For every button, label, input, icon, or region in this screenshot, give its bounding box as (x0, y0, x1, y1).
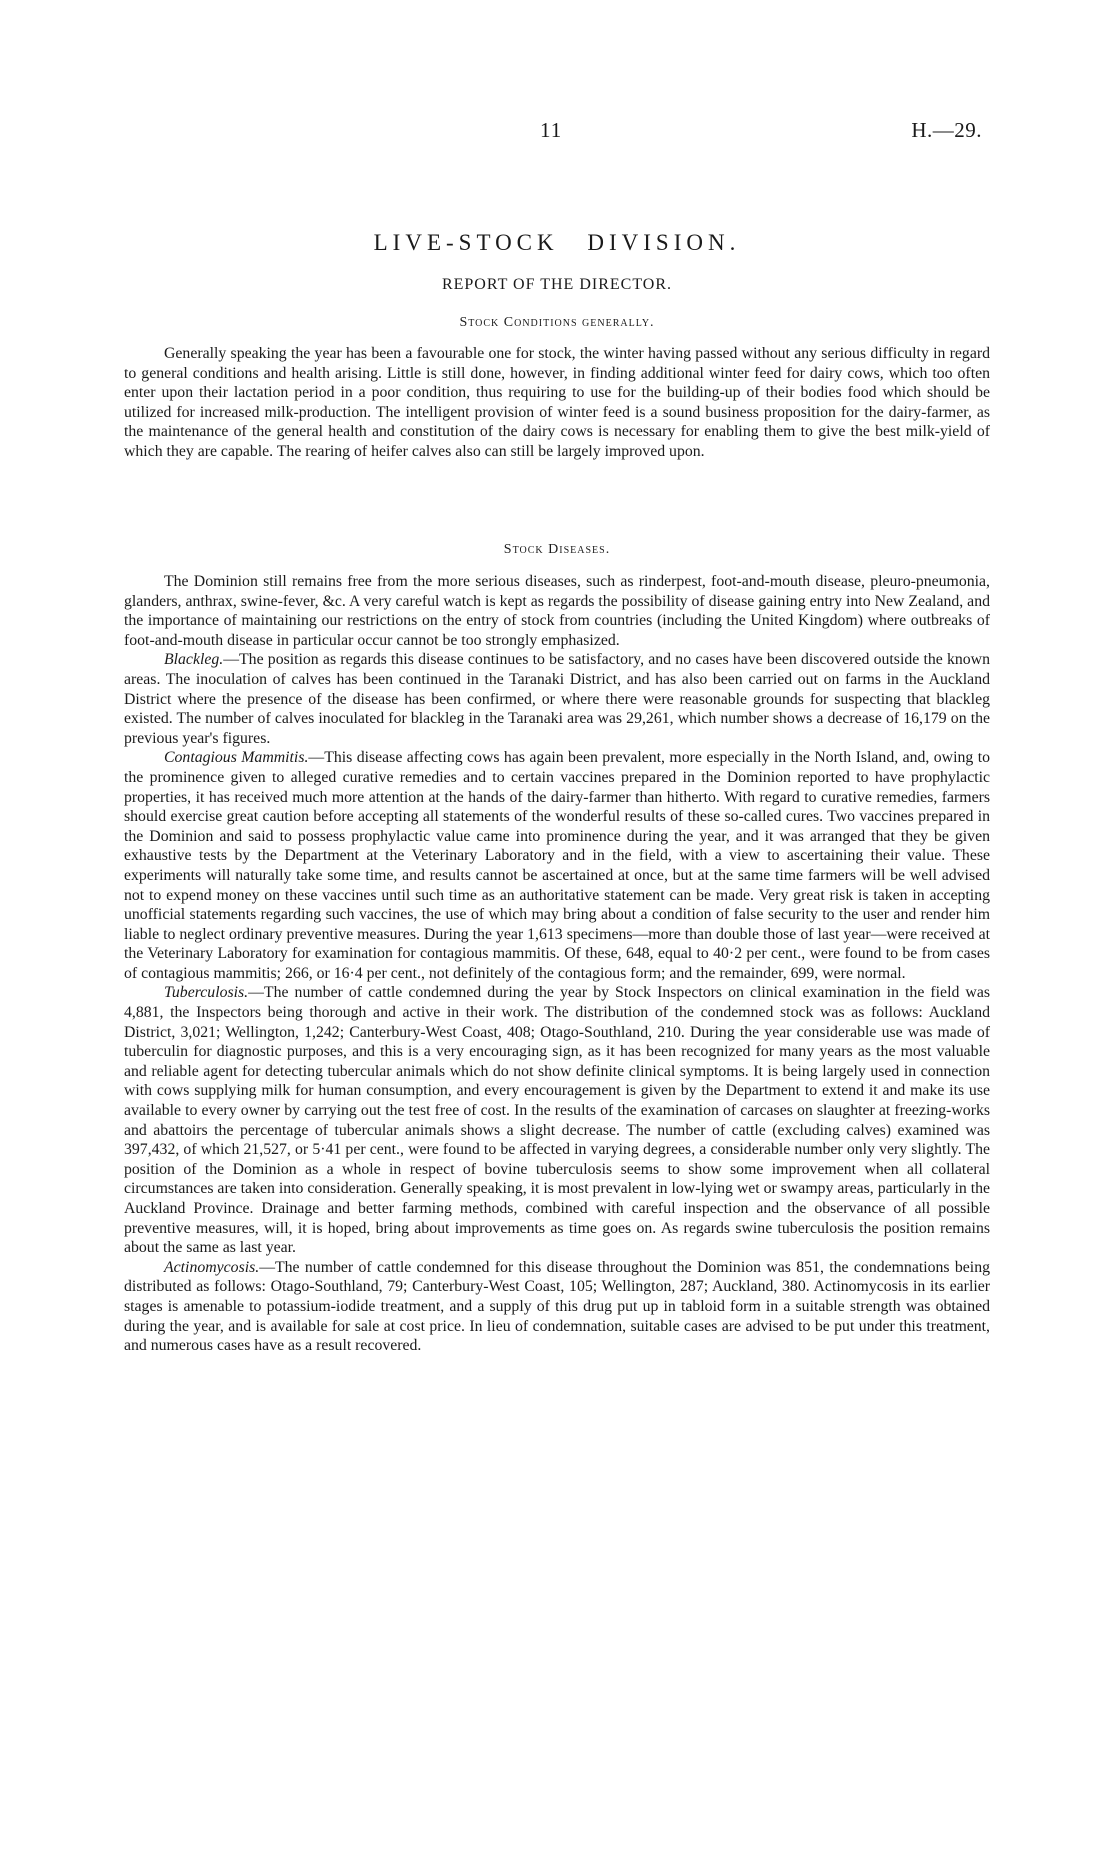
division-title: LIVE-STOCK DIVISION. (373, 230, 741, 255)
document-reference: H.—29. (911, 118, 982, 142)
page-header (0, 118, 1114, 148)
section-heading-stock-conditions: Stock Conditions generally. (459, 315, 655, 330)
paragraph-text: Generally speaking the year has been a favourable one for stock, the winter having passed without any serious difficulty in regard to general conditions and health arising. Little is still done, however, in finding additional winter feed for dairy cows, which too often enter upon their lactation period in a poor condition, thus requiring to use for the building-up of their bodies food which should be utilized for increased milk-production. The intelligent provision of winter feed is a sound business proposition for the dairy-farmer, as the maintenance of the general health and constitution of the dairy cows is necessary for enabling them to give the best milk-yield of which they are capable. The rearing of heifer calves also can still be largely improved upon. (124, 345, 990, 460)
page-number: 11 (540, 118, 563, 142)
paragraph-text: —This disease affecting cows has again been prevalent, more especially in the North Island, and, owing to the prominence given to alleged curative remedies and to certain vaccines prepared in the Dominion reported to have prophylactic properties, it has received much more attention at the hands of the dairy-farmer than hitherto. With regard to curative remedies, farmers should exercise great caution before accepting all statements of the wonderful results of these so-called cures. Two vaccines prepared in the Dominion and said to possess prophylactic value came into prominence during the year, and it was arranged that they be given exhaustive tests by the Department at the Veterinary Laboratory and in the field, with a view to ascertaining their value. These experiments will naturally take some time, and results cannot be ascertained at once, but at the same time farmers will be well advised not to expend money on these vaccines until such time as an authoritative statement can be made. Very great risk is taken in accepting unofficial statements regarding such vaccines, the use of which may bring about a condition of false security to the user and render him liable to neglect ordinary preventive measures. During the year 1,613 specimens—more than double those of last year—were received at the Veterinary Laboratory for examination for contagious mammitis. Of these, 648, equal to 40·2 per cent., were found to be from cases of contagious mammitis; 266, or 16·4 per cent., not definitely of the contagious form; and the remainder, 699, were normal. (124, 749, 990, 982)
section-heading-stock-diseases: Stock Diseases. (503, 542, 611, 557)
paragraph-title: Contagious Mammitis. (164, 749, 309, 767)
paragraph-text: —The position as regards this disease continues to be satisfactory, and no cases have been discovered outside the known areas. The inoculation of calves has been continued in the Taranaki District, and has also been carried out on farms in the Auckland District where the presence of the disease has been confirmed, or where there were reasonable grounds for suspecting that blackleg existed. The number of calves inoculated for blackleg in the Taranaki area was 29,261, which number shows a decrease of 16,179 on the previous year's figures. (124, 651, 990, 747)
section-body-stock-diseases (124, 572, 990, 1356)
report-title: REPORT OF THE DIRECTOR. (441, 276, 673, 293)
paragraph-serious-diseases (124, 572, 990, 650)
paragraph-title: Actinomycosis. (164, 1258, 260, 1276)
paragraph-text: —The number of cattle condemned during the year by Stock Inspectors on clinical examination in the field was 4,881, the Inspectors being thorough and active in their work. The distribution of the condemned stock was as follows: Auckland District, 3,021; Wellington, 1,242; Canterbury-West Coast, 408; Otago-Southland, 210. During the year considerable use was made of tuberculin for diagnostic purposes, and this is a very encouraging sign, as it has been recognized for many years as the most valuable and reliable agent for detecting tubercular animals which do not show definite clinical symptoms. It is being largely used in connection with cows supplying milk for human consumption, and every encouragement is given by the Department to extend it and make its use available to every owner by carrying out the test free of cost. In the results of the examination of carcases on slaughter at freezing-works and abattoirs the percentage of tubercular animals shows a slight decrease. The number of cattle (excluding calves) examined was 397,432, of which 21,527, or 5·41 per cent., were found to be affected in varying degrees, a considerable number only very slightly. The position of the Dominion as a whole in respect of bovine tuberculosis seems to show some improvement when all collateral circumstances are taken into consideration. Generally speaking, it is most prevalent in low-lying wet or swampy areas, particularly in the Auckland Province. Drainage and better farming methods, combined with careful inspection and the observance of all possible preventive measures, will, it is hoped, bring about improvements as time goes on. As regards swine tuberculosis the position remains about the same as last year. (124, 984, 990, 1257)
section-body-stock-conditions (124, 344, 990, 462)
paragraph-text: —The number of cattle condemned for this disease throughout the Dominion was 851, the condemnations being distributed as follows: Otago-Southland, 79; Canterbury-West Coast, 105; Wellington, 287; Auckland, 380. Actinomycosis in its earlier stages is amenable to potassium-iodide treatment, and a supply of this drug put up in tabloid form in a suitable strength was obtained during the year, and is available for sale at cost price. In lieu of condemnation, suitable cases are advised to be put under this treatment, and numerous cases have as a result recovered. (124, 1258, 990, 1355)
paragraph-tuberculosis (124, 983, 990, 1257)
paragraph-general-conditions (124, 344, 990, 462)
paragraph-actinomycosis (124, 1258, 990, 1356)
paragraph-contagious-mammitis (124, 748, 990, 983)
paragraph-text: The Dominion still remains free from the more serious diseases, such as rinderpest, foot-and-mouth disease, pleuro-pneumonia, glanders, anthrax, swine-fever, &c. A very careful watch is kept as regards the possibility of disease gaining entry into New Zealand, and the importance of maintaining our restrictions on the entry of stock from countries (including the United Kingdom) where outbreaks of foot-and-mouth disease in particular occur cannot be too strongly emphasized. (124, 573, 990, 649)
paragraph-title: Tuberculosis. (164, 984, 249, 1002)
paragraph-title: Blackleg. (164, 651, 224, 669)
paragraph-blackleg (124, 650, 990, 748)
